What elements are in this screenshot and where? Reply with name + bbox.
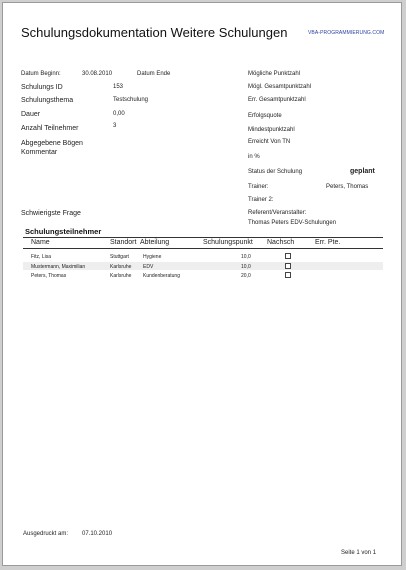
nachsch-checkbox[interactable] — [285, 253, 291, 259]
schulungsthema-label: Schulungsthema — [21, 97, 74, 104]
report-page — [2, 2, 402, 566]
col-header-nachsch: Nachsch — [267, 239, 295, 246]
datum-ende-label: Datum Ende — [137, 71, 171, 77]
err-gesamtpunktzahl-label: Err. Gesamtpunktzahl — [248, 97, 306, 103]
row-punkte: 20,0 — [241, 273, 251, 279]
page-number: Seite 1 von 1 — [341, 550, 377, 556]
schulungsthema-value: Testschulung — [113, 97, 149, 103]
table-top-rule — [23, 237, 383, 238]
row-punkte: 10,0 — [241, 264, 251, 270]
mindestpunktzahl-label: Mindestpunktzahl — [248, 127, 295, 133]
row-standort: Stuttgart — [110, 254, 129, 260]
trainer2-label: Trainer 2: — [248, 197, 274, 203]
col-header-schulungspunkt: Schulungspunkt — [203, 239, 253, 246]
row-abteilung: Hygiene — [143, 254, 162, 260]
row-abteilung: Kundenberatung — [143, 273, 180, 279]
row-standort: Karlsruhe — [110, 264, 132, 270]
status-label: Status der Schulung — [248, 169, 303, 175]
printed-date: 07.10.2010 — [82, 531, 113, 537]
row-abteilung: EDV — [143, 264, 154, 270]
col-header-abteilung: Abteilung — [140, 239, 170, 246]
participants-heading: Schulungsteilnehmer — [25, 227, 102, 236]
moegliche-punktzahl-label: Mögliche Punktzahl — [248, 71, 301, 77]
row-name: Mustermann, Maximilian — [31, 264, 86, 270]
row-name: Fitz, Lisa — [31, 254, 52, 260]
row-punkte: 10,0 — [241, 254, 251, 260]
col-header-standort: Standort — [110, 239, 137, 246]
report-title: Schulungsdokumentation Weitere Schulungen — [21, 25, 288, 40]
anzahl-teilnehmer-label: Anzahl Teilnehmer — [21, 125, 79, 132]
status-value: geplant — [350, 168, 375, 175]
schulungs-id-label: Schulungs ID — [21, 84, 63, 91]
col-header-err-pte: Err. Pte. — [315, 239, 341, 246]
brand-logo: VBA-PROGRAMMIERUNG.COM — [308, 30, 385, 36]
printed-label: Ausgedruckt am: — [23, 531, 69, 537]
anzahl-teilnehmer-value: 3 — [113, 123, 117, 129]
trainer-label: Trainer: — [248, 184, 269, 190]
referent-value: Thomas Peters EDV-Schulungen — [248, 220, 337, 226]
row-standort: Karlsruhe — [110, 273, 132, 279]
dauer-value: 0,00 — [113, 111, 125, 117]
dauer-label: Dauer — [21, 111, 41, 118]
erreicht-von-tn-label: Erreicht Von TN — [248, 139, 291, 145]
datum-beginn-value: 30.08.2010 — [82, 71, 113, 77]
schulungs-id-value: 153 — [113, 84, 124, 90]
abgegebene-boegen-label: Abgegebene Bögen — [21, 140, 83, 147]
in-prozent-label: in % — [248, 154, 260, 160]
nachsch-checkbox[interactable] — [285, 263, 291, 269]
kommentar-label: Kommentar — [21, 149, 58, 156]
moegl-gesamtpunktzahl-label: Mögl. Gesamtpunktzahl — [248, 84, 312, 90]
nachsch-checkbox[interactable] — [285, 272, 291, 278]
datum-beginn-label: Datum Beginn: — [21, 71, 61, 77]
trainer-value: Peters, Thomas — [326, 184, 369, 190]
table-header-rule — [23, 248, 383, 249]
col-header-name: Name — [31, 239, 50, 246]
erfolgsquote-label: Erfolgsquote — [248, 113, 282, 119]
schwierigste-frage-label: Schwierigste Frage — [21, 210, 81, 217]
referent-label: Referent/Veranstalter: — [248, 210, 307, 216]
row-name: Peters, Thomas — [31, 273, 67, 279]
